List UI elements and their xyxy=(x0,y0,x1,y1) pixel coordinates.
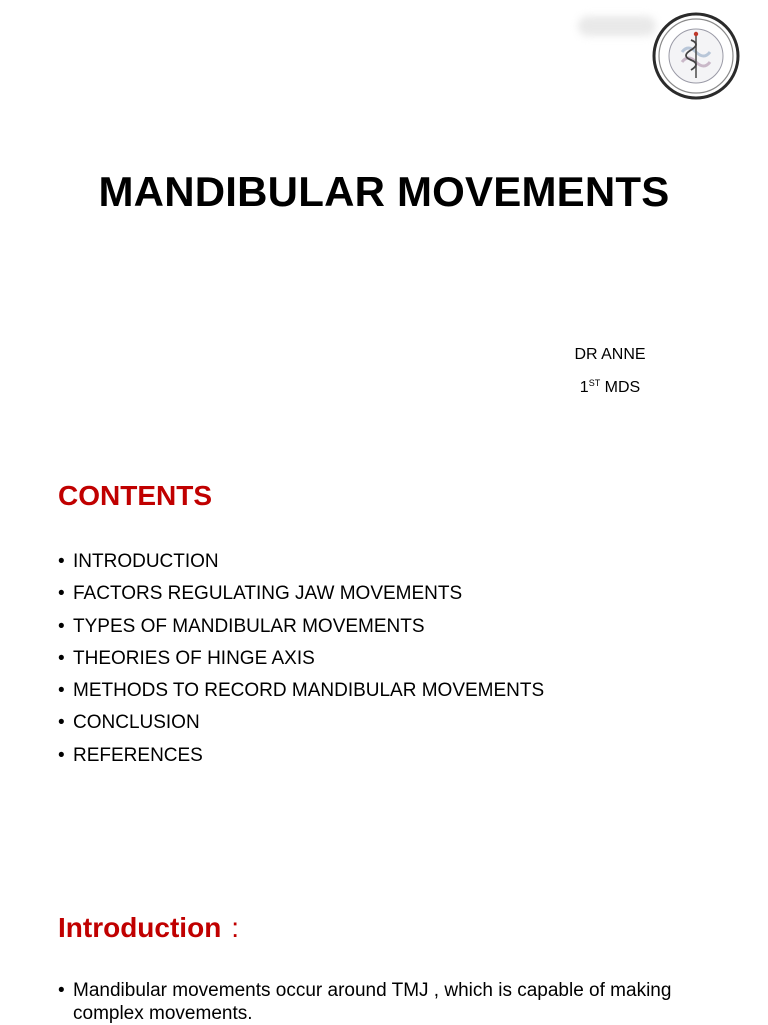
author-year-number: 1 xyxy=(579,379,589,396)
author-year-ordinal: ST xyxy=(588,378,601,388)
list-item: • TYPES OF MANDIBULAR MOVEMENTS xyxy=(58,611,544,643)
contents-heading: CONTENTS xyxy=(58,480,212,511)
contents-slide xyxy=(0,440,768,840)
presentation-title: MANDIBULAR MOVEMENTS xyxy=(98,168,670,215)
author-course xyxy=(560,369,660,402)
contents-list xyxy=(58,546,544,772)
list-item: • METHODS TO RECORD MANDIBULAR MOVEMENTS xyxy=(58,675,544,707)
author-name: DR ANNE xyxy=(574,346,646,363)
introduction-list xyxy=(58,979,708,1025)
list-item: • INTRODUCTION xyxy=(58,546,544,578)
introduction-heading-colon: : xyxy=(231,912,240,943)
list-item: • CONCLUSION xyxy=(58,707,544,739)
title-slide xyxy=(0,0,768,440)
introduction-heading xyxy=(58,912,239,944)
list-item: • THEORIES OF HINGE AXIS xyxy=(58,643,544,675)
introduction-heading-text: Introduction xyxy=(58,912,222,943)
logo-blur-mark xyxy=(578,16,656,36)
list-item: • REFERENCES xyxy=(58,740,544,772)
list-item: • Mandibular movements occur around TMJ , which is capable of making complex movements. xyxy=(58,979,708,1025)
list-item: • FACTORS REGULATING JAW MOVEMENTS xyxy=(58,578,544,610)
author-block xyxy=(560,341,660,402)
introduction-slide xyxy=(0,840,768,1024)
college-seal-logo xyxy=(652,12,740,100)
author-degree: MDS xyxy=(604,379,641,396)
